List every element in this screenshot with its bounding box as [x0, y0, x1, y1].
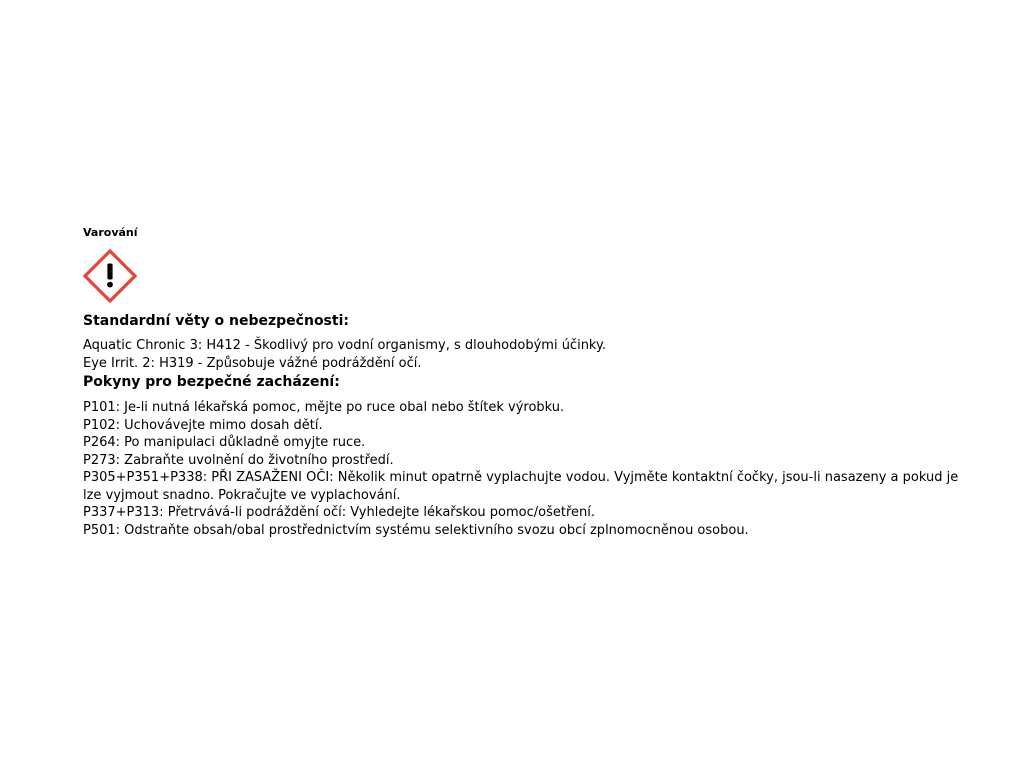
precautionary-statements-heading: Pokyny pro bezpečné zacházení: [83, 374, 340, 390]
precautionary-statement: P501: Odstraňte obsah/obal prostřednictvím systému selektivního svozu obcí zplnomocněnou osobou. [83, 522, 749, 538]
exclamation-mark-hazard-icon [83, 249, 137, 303]
precautionary-statement: P101: Je-li nutná lékařská pomoc, mějte po ruce obal nebo štítek výrobku. [83, 400, 565, 415]
hazard-statement: Aquatic Chronic 3: H412 - Škodlivý pro vodní organismy, s dlouhodobými účinky. [83, 338, 606, 353]
hazard-label-section [83, 226, 963, 539]
precautionary-statement: P337+P313: Přetrvává-li podráždění očí: Vyhledejte lékařskou pomoc/ošetření. [83, 505, 596, 520]
precautionary-statements-list [83, 399, 963, 539]
hazard-statements-list [83, 337, 963, 372]
precautionary-statement: P264: Po manipulaci důkladně omyjte ruce. [83, 435, 366, 450]
precautionary-statement: P273: Zabraňte uvolnění do životního prostředí. [83, 452, 394, 468]
precautionary-statement: P305+P351+P338: PŘI ZASAŽENI OČI: Několik minut opatrně vyplachujte vodou. Vyjměte kontaktní čočky, jsou-li nasazeny a pokud je lze vyjmout snadno. Pokračujte ve vyplachování. [83, 470, 959, 503]
hazard-statement: Eye Irrit. 2: H319 - Způsobuje vážné podráždění očí. [83, 355, 422, 371]
precautionary-statement: P102: Uchovávejte mimo dosah dětí. [83, 417, 323, 433]
signal-word: Varování [83, 226, 138, 239]
hazard-statements-heading: Standardní věty o nebezpečnosti: [83, 313, 349, 329]
